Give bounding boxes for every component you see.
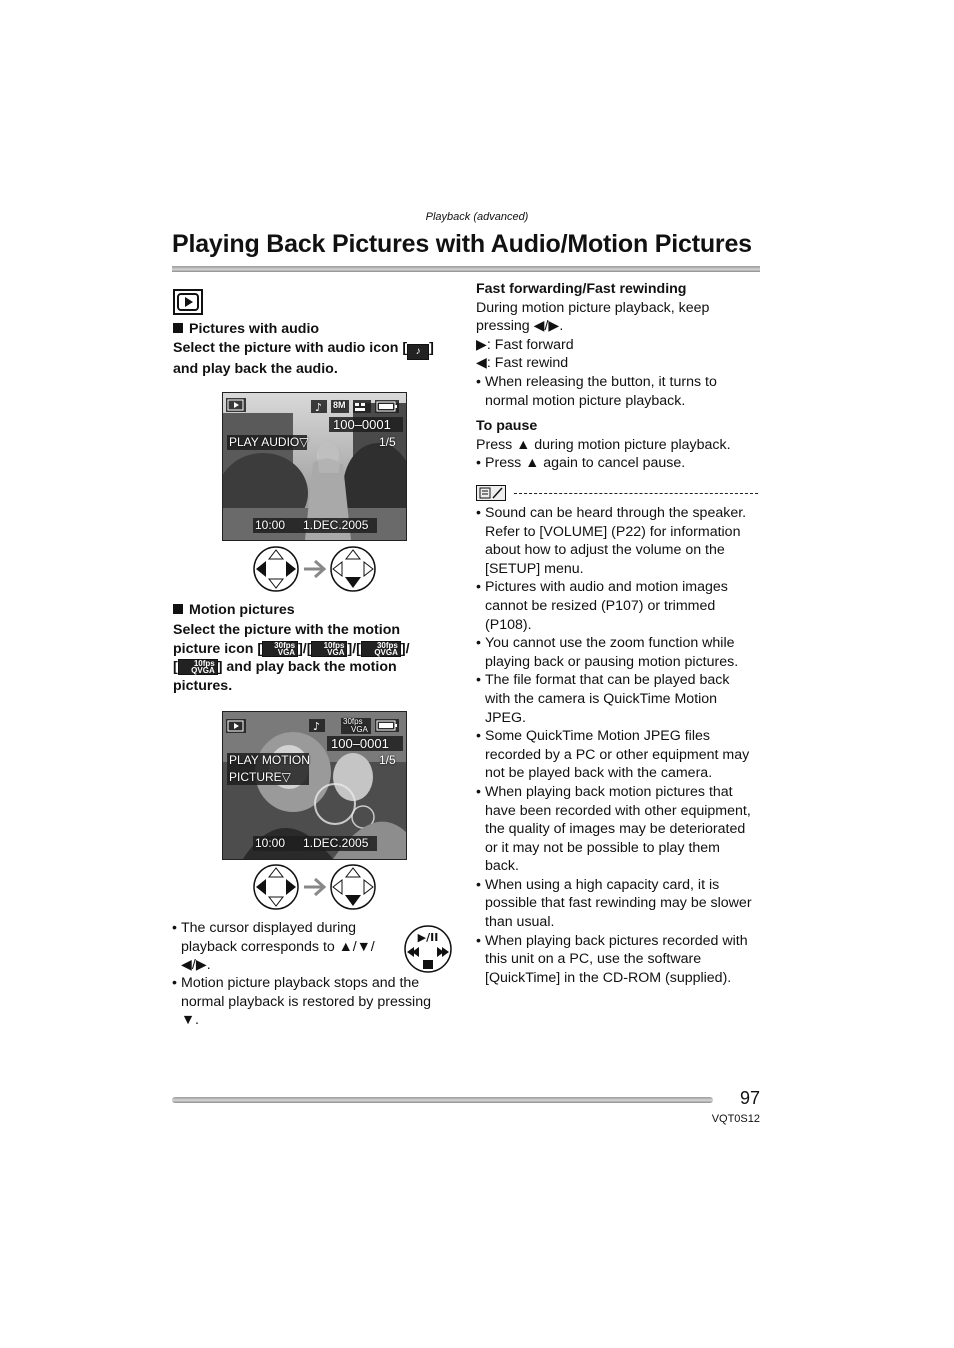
audio-heading: Pictures with audio <box>173 321 319 337</box>
audio-instruction: Select the picture with audio icon [ ♪ ] and play back the audio. <box>173 340 434 377</box>
audio-icon: ♪ <box>407 344 429 360</box>
motion-30fps-vga-icon: 30fps VGA <box>262 641 298 657</box>
arrow-right-icon <box>304 561 324 577</box>
svg-text:♪: ♪ <box>313 720 321 732</box>
motion-heading: Motion pictures <box>173 602 295 618</box>
document-code: VQT0S12 <box>711 1113 760 1125</box>
bullet-item: • When releasing the button, it turns to normal motion picture playback. <box>476 373 766 410</box>
cursor-note <box>172 919 402 975</box>
square-bullet-icon <box>173 604 183 614</box>
play-mode-osd-icon <box>226 719 246 733</box>
audio-osd-icon <box>309 719 325 732</box>
note-item: • Sound can be heard through the speaker. Refer to [VOLUME] (P22) for information about how to adjust the volume on the [SETUP] menu. <box>476 504 766 578</box>
battery-icon <box>375 400 399 413</box>
file-number: 100–0001 <box>331 736 389 751</box>
picture-count: 1/5 <box>379 435 396 449</box>
playback-mode-icon <box>173 289 203 315</box>
picture-size-icon: 8M <box>331 400 349 413</box>
page-title: Playing Back Pictures with Audio/Motion Pictures <box>172 230 752 258</box>
note-item: • When playing back pictures recorded with this unit on a PC, use the software [QuickTime] in the CD-ROM (supplied). <box>476 932 766 988</box>
motion-instruction: Select the picture with the motion picture icon [ 30fps VGA ]/[ 10fps VGA ]/[ 30fps QVGA ]/ [ 10fps QVGA ] and play back the motion pictures. <box>173 622 410 694</box>
playback-control-icon <box>403 924 453 979</box>
fast-forward-heading: Fast forwarding/Fast rewinding <box>476 281 687 297</box>
square-bullet-icon <box>173 323 183 333</box>
time-display: 10:00 <box>255 836 286 850</box>
notes-list <box>476 504 766 987</box>
play-mode-osd-icon <box>226 398 246 412</box>
picture-count: 1/5 <box>379 753 396 767</box>
title-underline <box>172 266 760 272</box>
svg-text:♪: ♪ <box>315 401 323 413</box>
cursor-pad-diagram <box>252 863 380 911</box>
motion-30fps-qvga-icon: 30fps QVGA <box>361 641 401 657</box>
motion-10fps-vga-icon: 10fps VGA <box>311 641 347 657</box>
quality-icon <box>353 400 371 413</box>
motion-10fps-qvga-icon: 10fps QVGA <box>178 659 218 675</box>
note-item: • When playing back motion pictures that have been recorded with other equipment, the quality of images may be deteriorated or it may not be possible to play them back. <box>476 783 766 876</box>
footer-bar <box>172 1097 713 1103</box>
note-item: • Some QuickTime Motion JPEG files recorded by a PC or other equipment may not be played back with the camera. <box>476 727 766 783</box>
note-item: • You cannot use the zoom function while playing back or pausing motion pictures. <box>476 634 766 671</box>
bullet-item: • Motion picture playback stops and the normal playback is restored by pressing ▼. <box>172 974 462 1030</box>
play-motion-label-2: PICTURE▽ <box>229 770 291 784</box>
stop-note <box>172 974 462 1030</box>
audio-osd-icon <box>311 400 327 413</box>
time-display: 10:00 <box>255 518 286 532</box>
audio-playback-screen <box>222 392 407 541</box>
page-number: 97 <box>739 1088 760 1108</box>
play-audio-label: PLAY AUDIO▽ <box>229 435 309 449</box>
battery-icon <box>375 719 399 732</box>
motion-playback-screen <box>222 711 407 860</box>
pause-heading: To pause <box>476 418 538 434</box>
motion-mode-osd-icon: 30fps VGA <box>341 718 371 734</box>
bullet-item: • The cursor displayed during playback corresponds to ▲/▼/ ◀/▶. <box>172 919 402 975</box>
note-item: • When using a high capacity card, it is possible that fast rewinding may be slower than usual. <box>476 876 766 932</box>
memo-icon <box>476 485 506 501</box>
section-label: Playback (advanced) <box>425 211 529 223</box>
svg-text:▶/II: ▶/II <box>417 931 439 944</box>
note-item: • The file format that can be played back with the camera is QuickTime Motion JPEG. <box>476 671 766 727</box>
date-display: 1.DEC.2005 <box>303 518 369 532</box>
note-item: • Pictures with audio and motion images cannot be resized (P107) or trimmed (P108). <box>476 578 766 634</box>
play-motion-label: PLAY MOTION <box>229 753 310 767</box>
cursor-pad-diagram <box>252 545 380 593</box>
file-number: 100–0001 <box>333 417 391 432</box>
notes-divider <box>476 485 760 503</box>
bullet-item: • Press ▲ again to cancel pause. <box>476 454 766 473</box>
pause-section: To pause Press ▲ during motion picture playback. • Press ▲ again to cancel pause. <box>476 417 766 473</box>
fast-forward-section: Fast forwarding/Fast rewinding During motion picture playback, keep pressing ◀/▶. ▶: Fast forward ◀: Fast rewind • When releasing the button, it turns to normal motion picture playback. <box>476 280 766 410</box>
date-display: 1.DEC.2005 <box>303 836 369 850</box>
